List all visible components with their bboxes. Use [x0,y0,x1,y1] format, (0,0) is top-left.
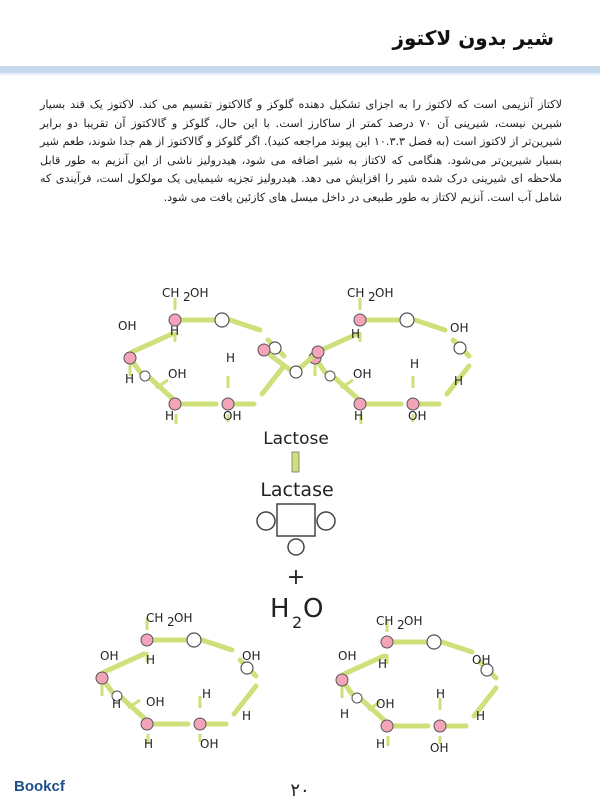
h-2b: H [410,357,420,371]
ch2oh-sub-4: 2 [397,618,405,632]
oh-4c: OH [376,697,395,711]
h-1d: H [165,409,175,423]
lactase-enzyme-icon [257,504,335,555]
oh-1b: OH [168,367,187,381]
h-1c: H [226,351,236,365]
ch2oh-c-1: CH [162,286,180,300]
lactose-label: Lactose [263,429,329,449]
h-4a: H [378,657,388,671]
ch2oh-oh-4: OH [404,614,423,628]
h-3c: H [202,687,212,701]
oh-4a: OH [338,649,357,663]
h-4b: H [340,707,350,721]
ch2oh-oh-2: OH [375,286,394,300]
h-2c: H [454,374,464,388]
oh-3a: OH [100,649,119,663]
lactase-label: Lactase [260,479,334,501]
h-4c: H [436,687,446,701]
water-h: H [270,594,290,624]
oh-2b: OH [353,367,372,381]
h-2d: H [354,409,364,423]
ch2oh-c-4: CH [376,614,394,628]
h-2a: H [351,327,361,341]
ch2oh-oh-1: OH [190,286,209,300]
h-3d: H [242,709,252,723]
plus-sign: + [286,565,306,590]
galactose-molecule [336,614,496,755]
h-4e: H [376,737,386,751]
glucose-molecule [96,611,260,751]
reaction-arrow-bar [292,452,299,472]
h-1b: H [125,372,135,386]
h-1a: H [170,324,180,338]
oh-3b: OH [242,649,261,663]
page-number: ۲۰ [290,780,310,801]
page-title: شیر بدون لاکتوز [392,26,554,50]
h-3e: H [144,737,154,751]
oh-2c: OH [408,409,427,423]
oh-1a: OH [118,319,137,333]
h-3b: H [112,697,122,711]
water-sub: 2 [292,613,303,632]
water-o: O [303,594,324,624]
ch2oh-sub-2: 2 [368,290,376,304]
oh-1c: OH [223,409,242,423]
oh-4b: OH [472,653,491,667]
oh-3c: OH [146,695,165,709]
publisher-logo: Bookcf [14,778,65,795]
h-4d: H [476,709,486,723]
ch2oh-sub-3: 2 [167,615,175,629]
paragraph-text: لاکتاز آنزیمی است که لاکتوز را به اجزای تشکیل دهنده گلوکز و گالاکتوز تقسیم می کند. لاکتوز یک قند بسیار شیرین نیست، شیرینی آن ۷۰ درصد کمتر از ساکارز است. با این حال، گلوکز و گالاکتوز آن تقریبا دو برابر شیرین‌تر از لاکتوز است (به فصل ۱۰.۳.۳ این پیوند مراجعه کنید). اگر گلوکز و گالاکتوز از هم جدا شوند، طعم شیر بسیار شیرین‌تر می‌شود. هنگامی که لاکتاز به شیر اضافه می شود، هیدرولیز ناشی از این آنزیم به طور قابل ملاحظه ای شیرینی درک شده شیر را افزایش می دهد. هیدرولیز تجزیه شیمیایی یک مولکول است، فرآیندی که شامل آب است. آنزیم لاکتاز به طور طبیعی در داخل میسل های کازئین یافت می شود. [40,98,562,204]
ch2oh-c-3: CH [146,611,164,625]
oh-3d: OH [200,737,219,751]
oh-4d: OH [430,741,449,755]
ch2oh-c-2: CH [347,286,365,300]
oh-2a: OH [450,321,469,335]
h-3a: H [146,653,156,667]
ch2oh-sub-1: 2 [183,290,191,304]
lactose-molecule [118,286,469,424]
ch2oh-oh-3: OH [174,611,193,625]
